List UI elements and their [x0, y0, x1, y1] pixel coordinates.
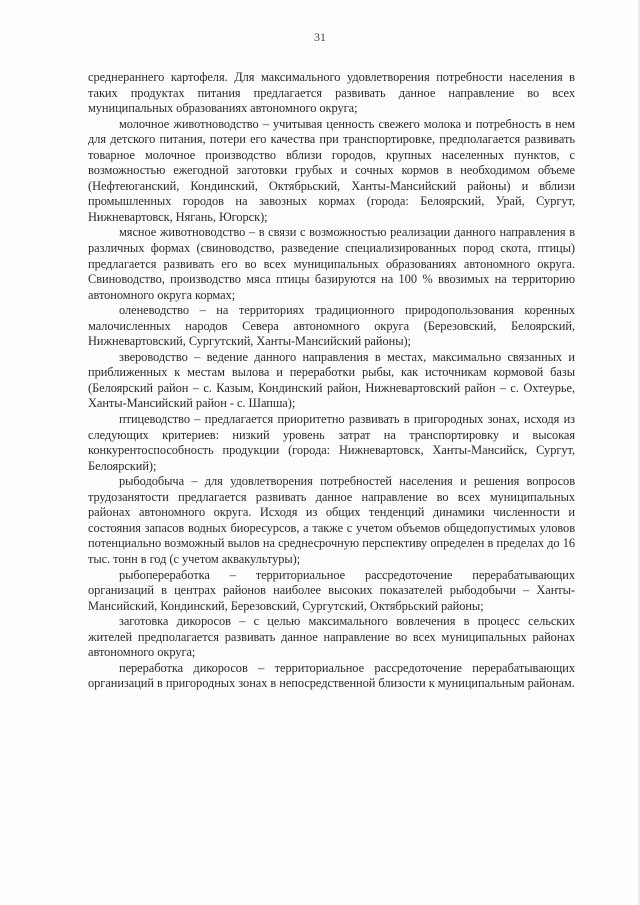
paragraph-fur-farming: звероводство – ведение данного направления в местах, максимально связанных и приближенных к местам вылова и переработки рыбы, как источникам кормовой базы (Белоярский район – с. Казым, Кондинский район, Нижневартовский район – с. Охтеурье, Ханты-Мансийский район - с. Шапша);: [88, 349, 575, 411]
page-number: 31: [314, 30, 326, 44]
paragraph-reindeer-herding: оленеводство – на территориях традиционного природопользования коренных малочисленных народов Севера автономного округа (Березовский, Белоярский, Нижневартовский, Сургутский, Ханты-Мансийский районы);: [88, 303, 575, 349]
paragraph-poultry-farming: птицеводство – предлагается приоритетно развивать в пригородных зонах, исходя из следующих критериев: низкий уровень затрат на транспортировку и высокая конкурентоспособность продукции (города: Нижневартовск, Ханты-Мансийск, Сургут, Белоярский);: [88, 412, 575, 473]
paragraph-meat-farming: мясное животноводство – в связи с возможностью реализации данного направления в различных формах (свиноводство, разведение специализированных пород скота, птицы) предлагается развивать его во всех муниципальных образованиях автономного округа. Свиноводство, производство мяса птицы базируются на 100 % ввозимых на территорию автономного округа кормах;: [88, 225, 575, 302]
paragraph-wild-processing: переработка дикоросов – территориальное рассредоточение перерабатывающих организаций в пригородных зонах в непосредственной близости к муниципальным районам.: [88, 660, 575, 691]
paragraph-fish-processing: рыбопереработка – территориальное рассредоточение перерабатывающих организаций в центрах районов наиболее высоких показателей рыбодобычи – Ханты-Мансийский, Кондинский, Березовский, Сургутский, Октябрьский районы;: [88, 567, 575, 613]
paragraph-dairy-farming: молочное животноводство – учитывая ценность свежего молока и потребность в нем для детского питания, потери его качества при транспортировке, предполагается развивать товарное молочное производство вблизи городов, крупных населенных пунктов, с возможностью ежегодной заготовки грубых и сочных кормов в необходимом объеме (Нефтеюганский, Кондинский, Октябрьский, Ханты-Мансийский районы) и вблизи промышленных городов на завозных кормах (города: Белоярский, Урай, Сургут, Нижневартовск, Нягань, Югорск);: [88, 116, 575, 224]
paragraph-wild-harvest: заготовка дикоросов – с целью максимального вовлечения в процесс сельских жителей предполагается развивать данное направление во всех муниципальных районах автономного округа;: [88, 614, 575, 660]
paragraph-fishing: рыбодобыча – для удовлетворения потребностей населения и решения вопросов трудозанятости предлагается развивать данное направление во всех муниципальных районах автономного округа. Исходя из общих тенденций динамики численности и состояния запасов водных биоресурсов, а также с учетом объемов общедопустимых уловов потенциально возможный вылов на среднесрочную перспективу определен в пределах до 16 тыс. тонн в год (с учетом аквакультуры);: [88, 474, 575, 566]
paragraph-potato-continuation: среднераннего картофеля. Для максимального удовлетворения потребности населения в таких продуктах питания предлагается развивать данное направление во всех муниципальных образованиях автономного округа;: [88, 70, 575, 116]
body-text: [88, 70, 575, 692]
